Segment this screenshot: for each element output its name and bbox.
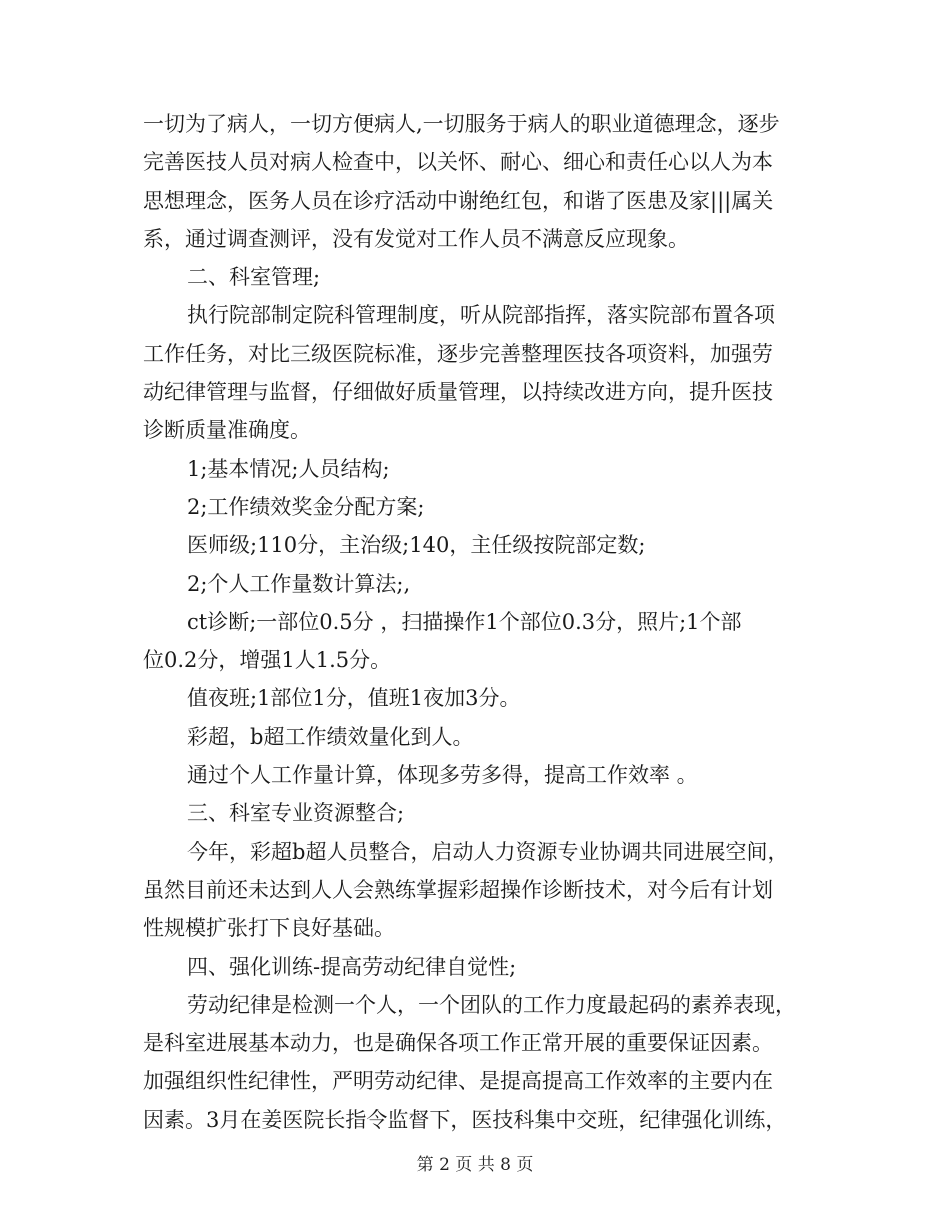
document-body (143, 105, 818, 1139)
text-line: 三、科室专业资源整合; (187, 801, 405, 826)
text-line: 四、强化训练-提高劳动纪律自觉性; (187, 954, 517, 979)
text-line: 通过个人工作量计算，体现多劳多得，提高工作效率 。 (187, 763, 698, 788)
text-line: 二、科室管理; (187, 265, 321, 290)
text-line: 加强组织性纪律性，严明劳动纪律、是提高提高工作效率的主要内在 (143, 1069, 773, 1094)
text-line: 一切为了病人，一切方便病人,一切服务于病人的职业道德理念，逐步 (143, 112, 780, 136)
text-line: 位0.2分，增强1人1.5分。 (143, 648, 392, 673)
text-line: ct诊断;一部位0.5分 ，扫描操作1个部位0.3分，照片;1个部 (187, 609, 742, 634)
text-line: 性规模扩张打下良好基础。 (143, 916, 395, 941)
text-line: 值夜班;1部位1分，值班1夜加3分。 (187, 686, 521, 711)
text-line: 彩超，b超工作绩效量化到人。 (187, 724, 474, 749)
text-line: 医师级;110分，主治级;140，主任级按院部定数; (187, 533, 646, 558)
text-line: 动纪律管理与监督，仔细做好质量管理，以持续改进方向，提升医技 (143, 380, 773, 405)
text-line: 劳动纪律是检测一个人，一个团队的工作力度最起码的素养表现， (187, 992, 796, 1017)
text-line: 思想理念，医务人员在诊疗活动中谢绝红包，和谐了医患及家|||属关 (143, 188, 774, 213)
text-line: 1;基本情况;人员结构; (187, 456, 390, 481)
text-line: 因素。3月在姜医院长指令监督下，医技科集中交班，纪律强化训练， (143, 1107, 787, 1132)
page-footer: 第 2 页 共 8 页 (416, 1155, 534, 1175)
text-line: 2;工作绩效奖金分配方案; (187, 494, 425, 519)
text-line: 工作任务，对比三级医院标准，逐步完善整理医技各项资料，加强劳 (143, 341, 773, 366)
text-line: 是科室进展基本动力，也是确保各项工作正常开展的重要保证因素。 (143, 1031, 773, 1056)
text-line: 今年，彩超b超人员整合，启动人力资源专业协调共同进展空间， (187, 839, 789, 864)
text-line: 完善医技人员对病人检查中，以关怀、耐心、细心和责任心以人为本 (143, 150, 773, 175)
text-line: 虽然目前还未达到人人会熟练掌握彩超操作诊断技术，对今后有计划 (143, 877, 773, 902)
text-line: 执行院部制定院科管理制度，听从院部指挥，落实院部布置各项 (187, 303, 775, 328)
text-line: 诊断质量准确度。 (143, 418, 311, 443)
text-line: 系，通过调查测评，没有发觉对工作人员不满意反应现象。 (143, 226, 689, 251)
text-line: 2;个人工作量数计算法;, (187, 571, 411, 596)
